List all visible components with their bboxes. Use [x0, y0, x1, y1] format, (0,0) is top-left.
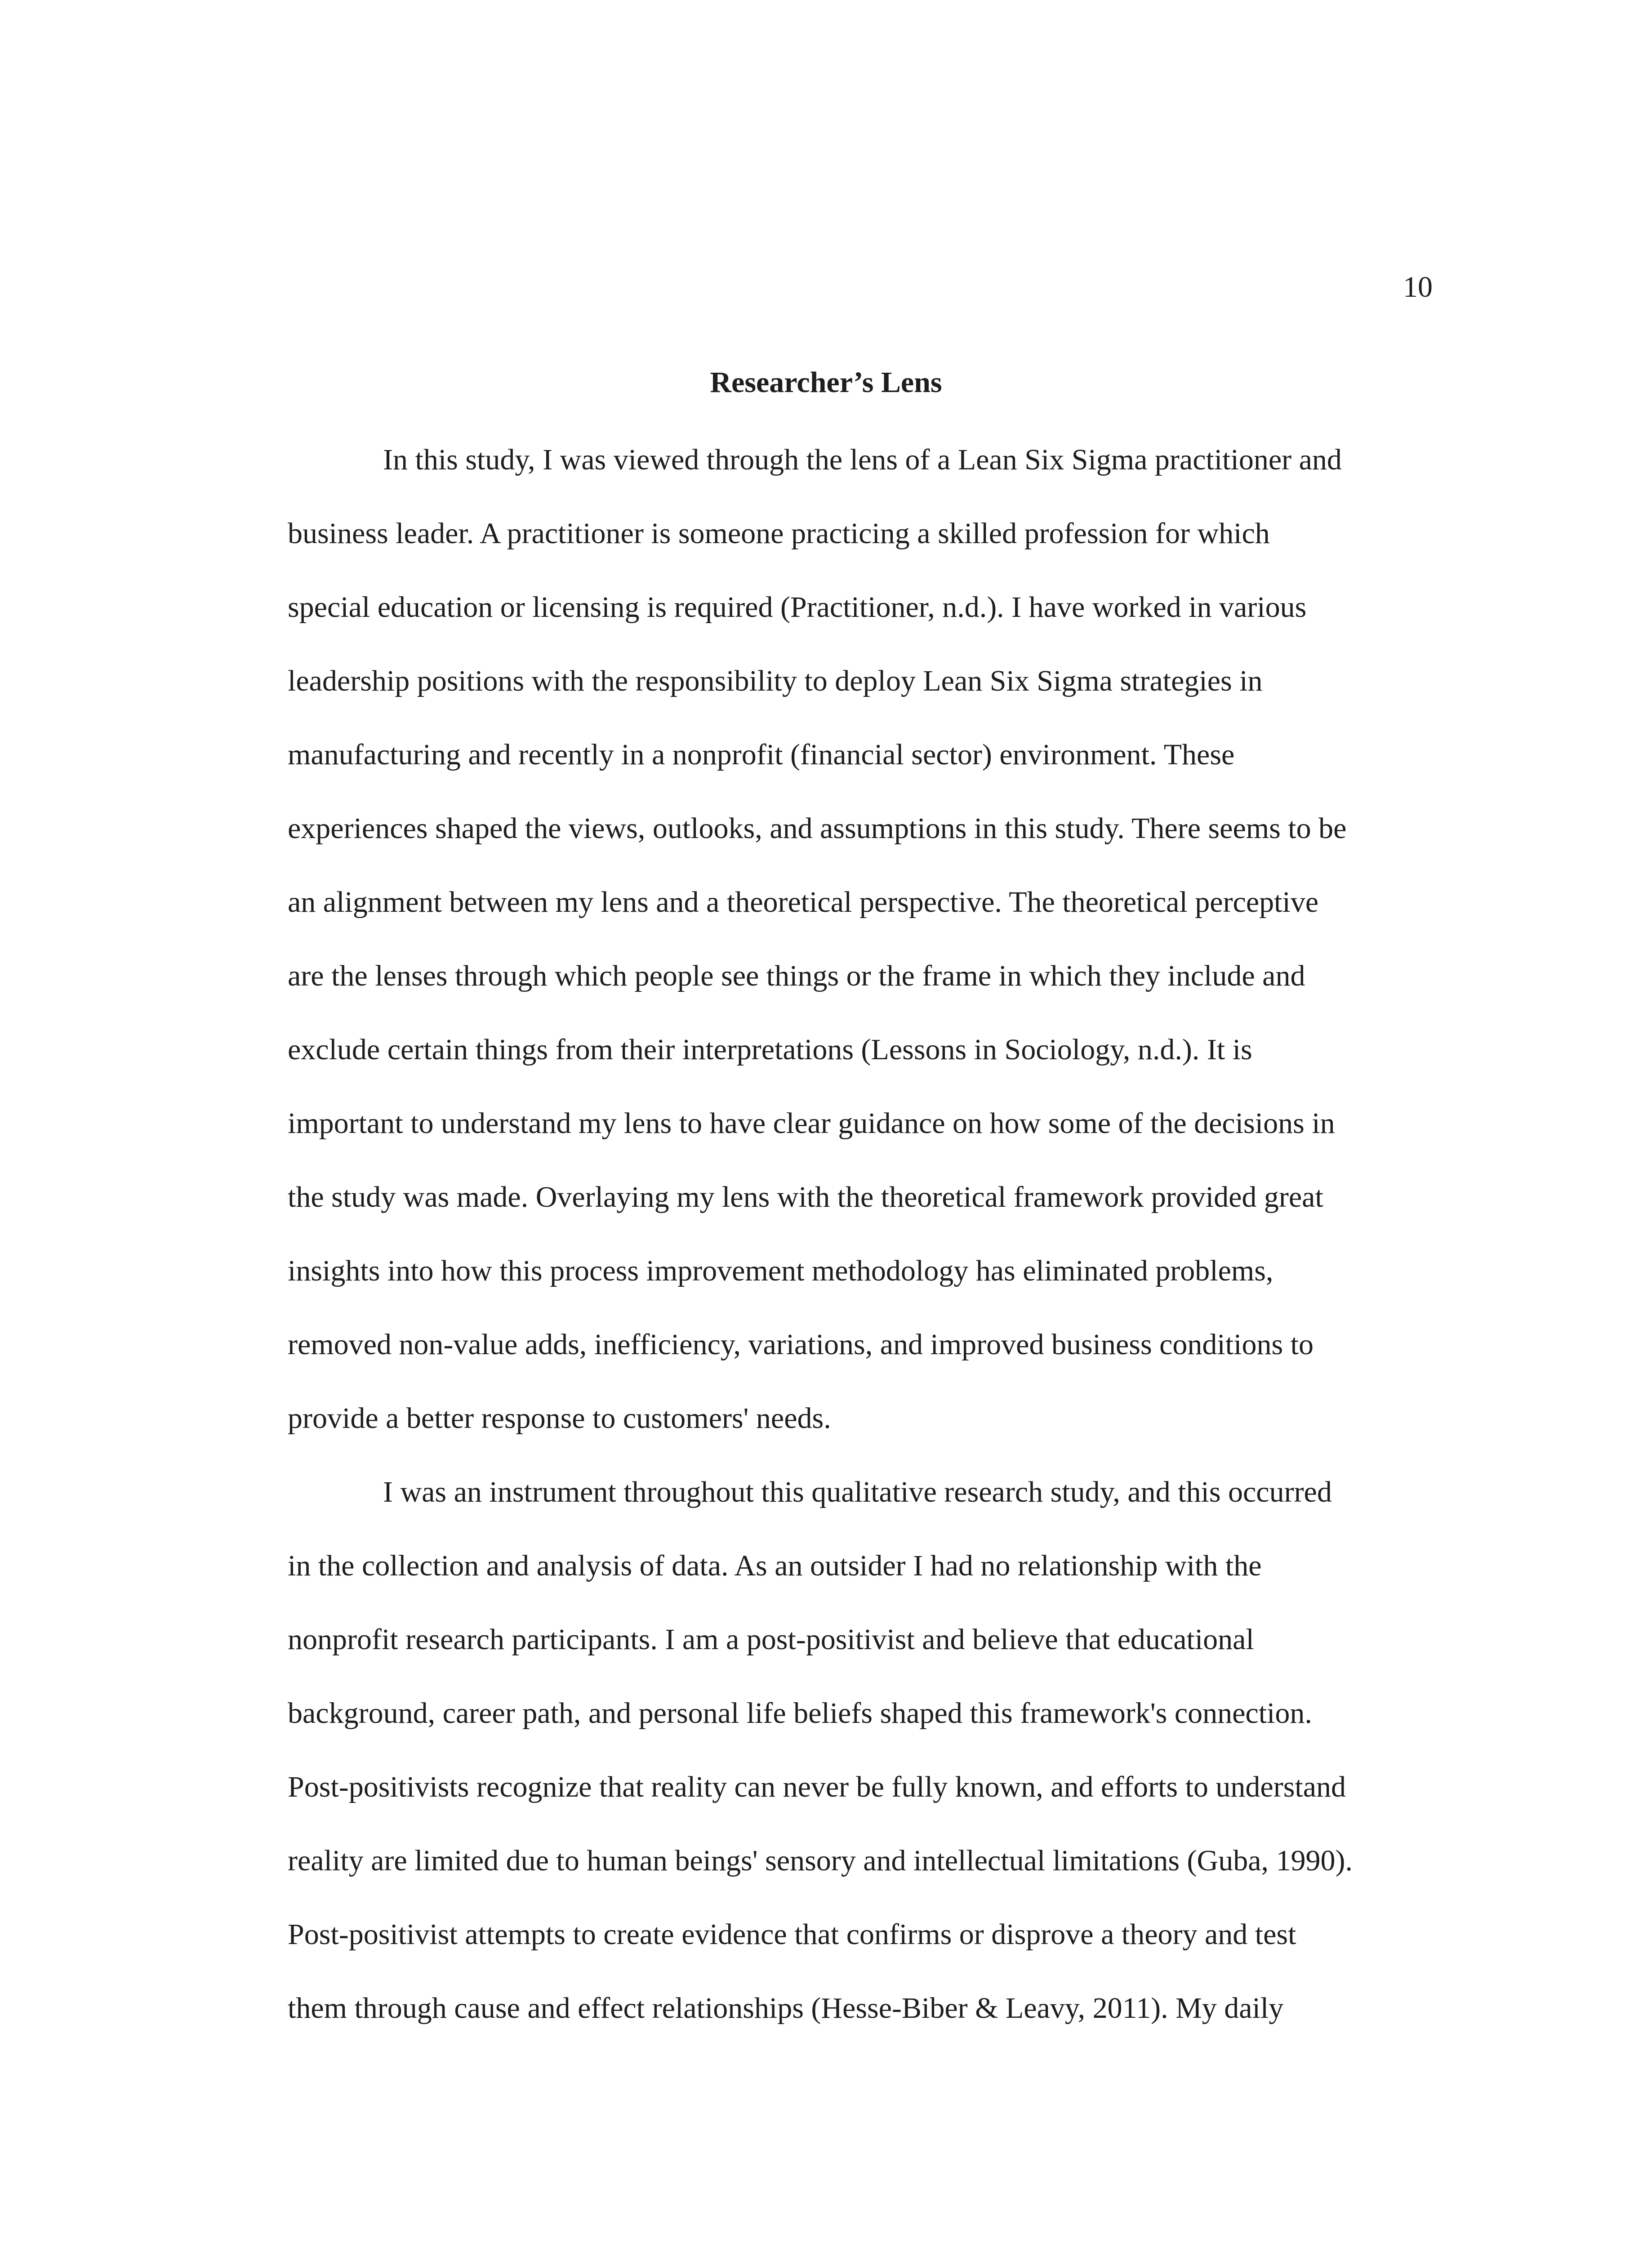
paragraph-1-line-9: exclude certain things from their interpretations (Lessons in Sociology, n.d.). It is: [288, 1033, 1252, 1066]
paragraph-1-line-13: removed non-value adds, inefficiency, variations, and improved business conditions to: [288, 1328, 1314, 1361]
paragraph-1-line-4: leadership positions with the responsibility to deploy Lean Six Sigma strategies in: [288, 665, 1263, 697]
paragraph-1-line-2: business leader. A practitioner is someone practicing a skilled profession for which: [288, 517, 1270, 550]
paragraph-1-line-10: important to understand my lens to have clear guidance on how some of the decisions in: [288, 1107, 1335, 1140]
paragraph-1-line-5: manufacturing and recently in a nonprofit (financial sector) environment. These: [288, 738, 1235, 771]
paragraph-2-line-2: in the collection and analysis of data. As an outsider I had no relationship with the: [288, 1549, 1262, 1582]
paragraph-1-line-12: insights into how this process improvement methodology has eliminated problems,: [288, 1254, 1274, 1287]
paragraph-1-line-14: provide a better response to customers' needs.: [288, 1402, 831, 1435]
section-heading: Researcher’s Lens: [710, 366, 942, 399]
page-number: 10: [1403, 271, 1433, 303]
paragraph-2-line-7: Post-positivist attempts to create evidence that confirms or disprove a theory and test: [288, 1918, 1296, 1951]
paragraph-2-line-5: Post-positivists recognize that reality can never be fully known, and efforts to understand: [288, 1771, 1346, 1803]
paragraph-1-line-3: special education or licensing is required (Practitioner, n.d.). I have worked in various: [288, 591, 1307, 624]
paragraph-1-line-7: an alignment between my lens and a theoretical perspective. The theoretical perceptive: [288, 886, 1319, 919]
paragraph-2-line-8: them through cause and effect relationships (Hesse-Biber & Leavy, 2011). My daily: [288, 1992, 1284, 2025]
paragraph-1-line-11: the study was made. Overlaying my lens with the theoretical framework provided great: [288, 1181, 1323, 1213]
paragraph-1-line-1: In this study, I was viewed through the lens of a Lean Six Sigma practitioner and: [383, 443, 1342, 476]
paragraph-1-line-8: are the lenses through which people see things or the frame in which they include and: [288, 959, 1305, 992]
paragraph-2-line-1: I was an instrument throughout this qualitative research study, and this occurred: [383, 1476, 1332, 1508]
paragraph-1-line-6: experiences shaped the views, outlooks, and assumptions in this study. There seems to be: [288, 812, 1347, 845]
paragraph-2-line-4: background, career path, and personal life beliefs shaped this framework's connection.: [288, 1697, 1312, 1730]
paragraph-2-line-3: nonprofit research participants. I am a post-positivist and believe that educational: [288, 1623, 1254, 1656]
paragraph-2-line-6: reality are limited due to human beings' sensory and intellectual limitations (Guba, 1990).: [288, 1844, 1353, 1877]
